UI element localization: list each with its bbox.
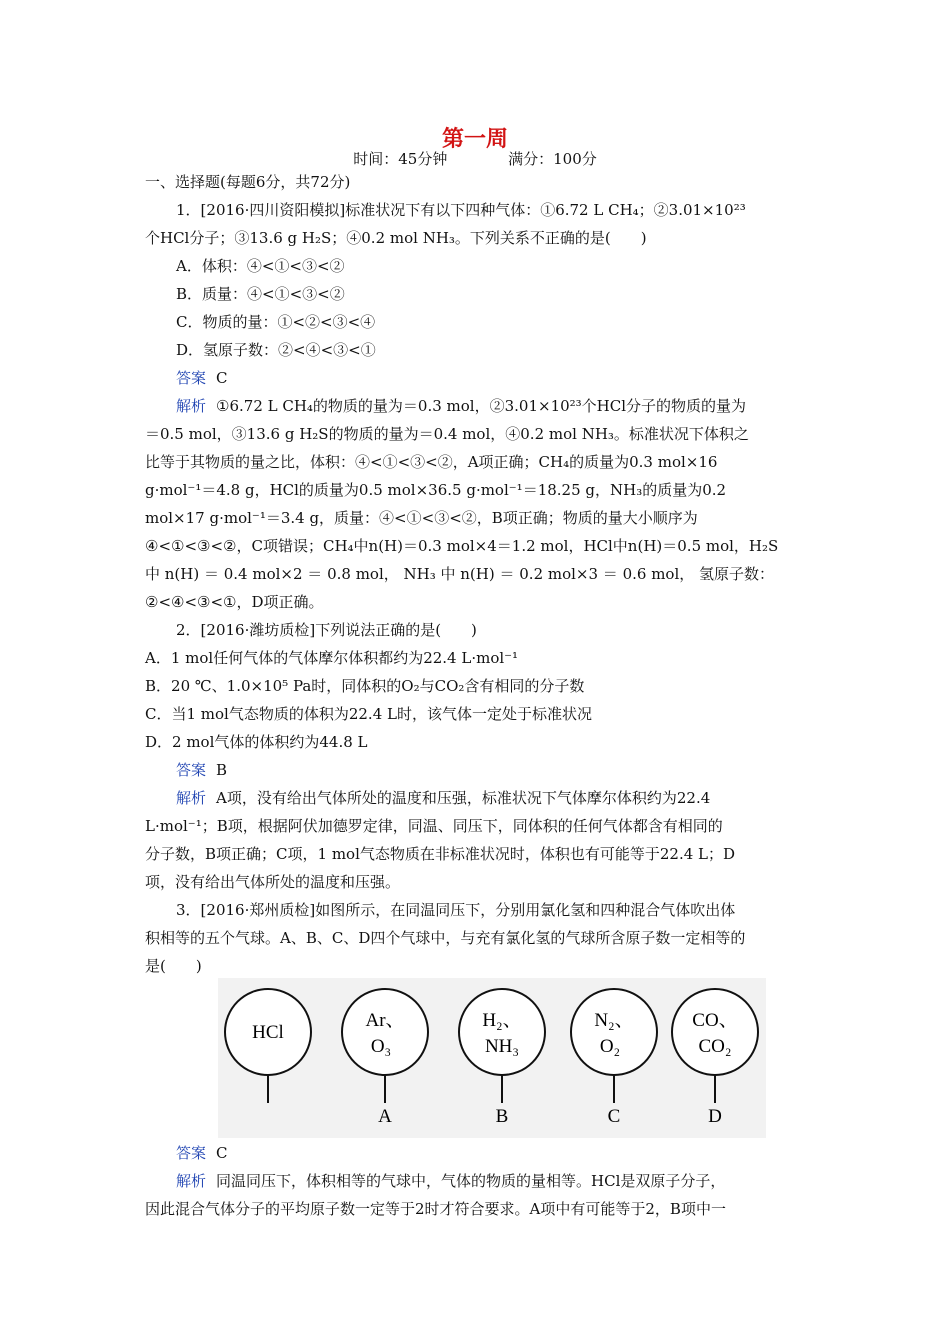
q1-answer-value: C [216, 369, 228, 387]
balloon-circle [571, 989, 657, 1075]
balloon-circle [342, 989, 428, 1075]
answer-tag: 答案 [176, 369, 207, 387]
q1-stem-line1: 1．[2016·四川资阳模拟]标准状况下有以下四种气体：①6.72 L CH₄；②3.01×10²³ [176, 201, 746, 219]
q1-analysis-line: g·mol⁻¹＝4.8 g，HCl的质量为0.5 mol×36.5 g·mol⁻¹＝18.25 g，NH₃的质量为0.2 [145, 481, 727, 499]
balloon-gas-line2: O₃ [370, 1036, 392, 1057]
analysis-tag: 解析 [176, 397, 207, 415]
balloon-gas-line1: HCl [252, 1022, 284, 1043]
balloon-figure [218, 978, 766, 1138]
q3-stem-line3: 是( ) [145, 957, 202, 975]
full-score: 满分：100分 [508, 150, 597, 168]
balloon-circle [672, 989, 758, 1075]
q1-option-d: D．氢原子数：②<④<③<① [176, 341, 376, 359]
q1-analysis-line: mol×17 g·mol⁻¹＝3.4 g，质量：④<①<③<②，B项正确；物质的量大小顺序为 [145, 509, 698, 527]
q1-analysis-line: ④<①<③<②，C项错误；CH₄中n(H)＝0.3 mol×4＝1.2 mol，HCl中n(H)＝0.5 mol，H₂S [145, 537, 779, 555]
q2-answer [176, 760, 806, 780]
q2-answer-value: B [216, 761, 228, 779]
balloon-gas-line2: NH₃ [484, 1036, 520, 1057]
answer-tag: 答案 [176, 761, 207, 779]
q1-analysis-text: ①6.72 L CH₄的物质的量为＝0.3 mol，②3.01×10²³个HCl分子的物质的量为 [216, 397, 747, 415]
q2-analysis-line: 分子数，B项正确；C项，1 mol气态物质在非标准状况时，体积也有可能等于22.4 L；D [145, 845, 736, 863]
q2-option-d: D．2 mol气体的体积约为44.8 L [145, 733, 368, 751]
q2-option-c: C．当1 mol气态物质的体积为22.4 L时，该气体一定处于标准状况 [145, 705, 592, 723]
q1-option-b: B．质量：④<①<③<② [176, 285, 345, 303]
q3-answer [176, 1143, 806, 1163]
balloon-gas-line2: CO₂ [698, 1036, 732, 1057]
q2-analysis-text: A项，没有给出气体所处的温度和压强，标准状况下气体摩尔体积约为22.4 [216, 789, 711, 807]
q3-analysis-text: 同温同压下，体积相等的气球中，气体的物质的量相等。HCl是双原子分子， [216, 1172, 726, 1190]
balloon-gas-line1: H₂、 [482, 1010, 522, 1031]
q1-option-c: C．物质的量：①<②<③<④ [176, 313, 376, 331]
balloon-label-d: D [708, 1106, 722, 1127]
balloon-label-a: A [378, 1106, 392, 1127]
q2-option-a: A．1 mol任何气体的气体摩尔体积都约为22.4 L·mol⁻¹ [145, 649, 519, 667]
analysis-tag: 解析 [176, 1172, 207, 1190]
q2-analysis-line [176, 788, 806, 808]
q3-analysis-line: 因此混合气体分子的平均原子数一定等于2时才符合要求。A项中有可能等于2，B项中一 [145, 1200, 726, 1218]
q3-analysis-line [176, 1171, 806, 1191]
balloon-label-c: C [607, 1106, 621, 1127]
balloon-label-b: B [495, 1106, 509, 1127]
balloon-gas-line2: O₂ [599, 1036, 621, 1057]
balloon-gas-line1: CO、 [692, 1010, 738, 1031]
q3-stem-line2: 积相等的五个气球。A、B、C、D四个气球中，与充有氯化氢的气球所含原子数一定相等的 [145, 929, 746, 947]
q1-analysis-line: ②<④<③<①，D项正确。 [145, 593, 324, 611]
balloon-gas-line1: N₂、 [594, 1010, 634, 1031]
balloon-gas-line1: Ar、 [365, 1010, 405, 1031]
page-title: 第一周 [441, 126, 508, 152]
analysis-tag: 解析 [176, 789, 207, 807]
q3-stem-line1: 3．[2016·郑州质检]如图所示，在同温同压下，分别用氯化氢和四种混合气体吹出体 [176, 901, 736, 919]
q1-analysis-line: 中 n(H) ＝ 0.4 mol×2 ＝ 0.8 mol， NH₃ 中 n(H) ＝ 0.2 mol×3 ＝ 0.6 mol， 氢原子数： [145, 565, 775, 583]
q2-stem: 2．[2016·潍坊质检]下列说法正确的是( ) [176, 621, 477, 639]
answer-tag: 答案 [176, 1144, 207, 1162]
balloon-diagram [218, 978, 766, 1138]
q1-option-a: A．体积：④<①<③<② [176, 257, 345, 275]
q2-option-b: B．20 ℃、1.0×10⁵ Pa时，同体积的O₂与CO₂含有相同的分子数 [145, 677, 585, 695]
exam-meta [0, 148, 950, 169]
time-limit: 时间：45分钟 [353, 150, 448, 168]
balloon-circle [459, 989, 545, 1075]
q1-analysis-line: 比等于其物质的量之比，体积：④<①<③<②，A项正确；CH₄的质量为0.3 mol×16 [145, 453, 718, 471]
q2-analysis-line: 项，没有给出气体所处的温度和压强。 [145, 873, 401, 891]
q1-analysis-line: ＝0.5 mol，③13.6 g H₂S的物质的量为＝0.4 mol，④0.2 mol NH₃。标准状况下体积之 [145, 425, 749, 443]
q1-stem-line2: 个HCl分子；③13.6 g H₂S；④0.2 mol NH₃。下列关系不正确的是( ) [145, 229, 647, 247]
q1-answer [176, 368, 806, 388]
q1-analysis-line [176, 396, 806, 416]
q3-answer-value: C [216, 1144, 228, 1162]
q2-analysis-line: L·mol⁻¹；B项，根据阿伏加德罗定律，同温、同压下，同体积的任何气体都含有相同的 [145, 817, 723, 835]
section-heading: 一、选择题(每题6分，共72分) [145, 173, 351, 191]
